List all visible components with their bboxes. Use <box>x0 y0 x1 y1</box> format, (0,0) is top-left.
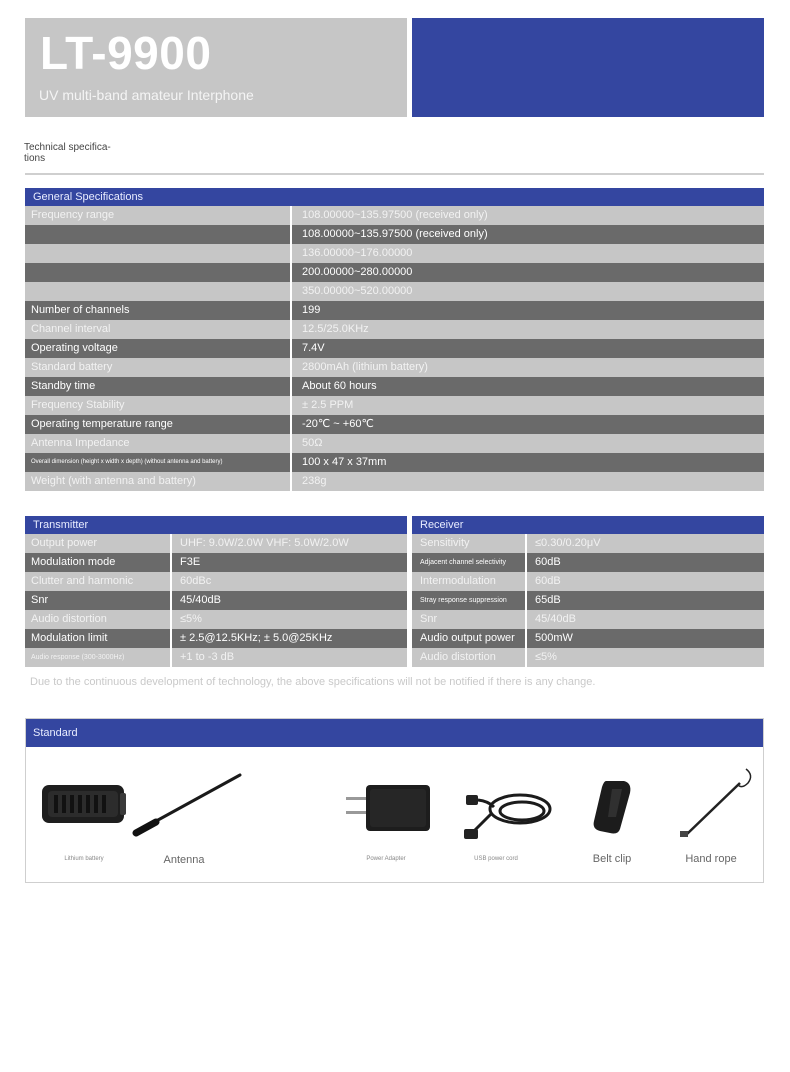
transmitter-spec-label: Audio response (300-3000Hz) <box>25 648 170 667</box>
general-spec-value: About 60 hours <box>292 377 764 396</box>
transmitter-spec-row <box>25 591 407 610</box>
transmitter-spec-label: Output power <box>25 534 170 553</box>
general-spec-label: Operating voltage <box>25 339 290 358</box>
accessory-label-power-adapter: Power Adapter <box>366 856 406 862</box>
accessory-label-hand-rope: Hand rope <box>685 853 737 865</box>
receiver-spec-value: 45/40dB <box>527 610 764 629</box>
transmitter-spec-label: Clutter and harmonic <box>25 572 170 591</box>
disclaimer-note: Due to the continuous development of technology, the above specifications will not be notified if there is any change. <box>30 676 596 688</box>
receiver-title: Receiver <box>412 516 764 534</box>
general-spec-row <box>25 339 764 358</box>
general-spec-value: 7.4V <box>292 339 764 358</box>
divider <box>25 173 764 175</box>
battery-icon <box>40 781 128 832</box>
receiver-spec-label: Audio distortion <box>412 648 525 667</box>
transmitter-spec-row <box>25 648 407 667</box>
receiver-spec-label: Adjacent channel selectivity <box>412 553 525 572</box>
receiver-spec-row <box>412 553 764 572</box>
general-spec-value: 200.00000~280.00000 <box>292 263 764 282</box>
general-spec-row <box>25 472 764 491</box>
general-spec-label <box>25 244 290 263</box>
general-spec-label: Overall dimension (height x width x depth) (without antenna and battery) <box>25 453 290 472</box>
general-spec-row <box>25 301 764 320</box>
transmitter-spec-row <box>25 553 407 572</box>
receiver-spec-value: 60dB <box>527 553 764 572</box>
transmitter-spec-value: +1 to -3 dB <box>172 648 407 667</box>
receiver-spec-value: 60dB <box>527 572 764 591</box>
receiver-spec-label: Sensitivity <box>412 534 525 553</box>
general-spec-label: Antenna Impedance <box>25 434 290 453</box>
general-spec-value: 100 x 47 x 37mm <box>292 453 764 472</box>
blue-banner <box>412 18 764 117</box>
general-spec-label: Standby time <box>25 377 290 396</box>
general-spec-label: Number of channels <box>25 301 290 320</box>
transmitter-spec-value: ± 2.5@12.5KHz; ± 5.0@25KHz <box>172 629 407 648</box>
general-spec-row <box>25 415 764 434</box>
belt-clip-icon <box>586 777 642 842</box>
accessory-label-belt-clip: Belt clip <box>592 853 632 865</box>
receiver-spec-value: ≤5% <box>527 648 764 667</box>
transmitter-spec-value: F3E <box>172 553 407 572</box>
transmitter-spec-label: Audio distortion <box>25 610 170 629</box>
model-name: LT-9900 <box>40 27 212 79</box>
general-spec-label <box>25 263 290 282</box>
general-spec-row <box>25 434 764 453</box>
antenna-icon <box>132 771 244 844</box>
transmitter-spec-row <box>25 534 407 553</box>
general-spec-row <box>25 358 764 377</box>
transmitter-spec-label: Snr <box>25 591 170 610</box>
general-spec-label <box>25 225 290 244</box>
general-spec-row <box>25 396 764 415</box>
general-specifications-table <box>25 188 764 491</box>
general-spec-row <box>25 225 764 244</box>
accessory-label-battery: Lithium battery <box>64 856 104 862</box>
general-spec-value: 108.00000~135.97500 (received only) <box>292 206 764 225</box>
transmitter-spec-label: Modulation limit <box>25 629 170 648</box>
transmitter-spec-row <box>25 572 407 591</box>
general-spec-value: 350.00000~520.00000 <box>292 282 764 301</box>
receiver-spec-label: Stray response suppression <box>412 591 525 610</box>
receiver-spec-row <box>412 591 764 610</box>
receiver-spec-row <box>412 610 764 629</box>
accessory-label-usb-cord: USB power cord <box>474 856 518 862</box>
standard-accessories-box <box>25 718 764 883</box>
general-spec-value: 50Ω <box>292 434 764 453</box>
spec-heading <box>24 142 134 164</box>
receiver-spec-value: 500mW <box>527 629 764 648</box>
general-spec-label: Frequency range <box>25 206 290 225</box>
general-specifications-title: General Specifications <box>25 188 764 206</box>
general-spec-label: Standard battery <box>25 358 290 377</box>
spec-heading-text: Technical specifica- tions <box>24 142 111 164</box>
title-banner <box>25 18 407 117</box>
receiver-spec-label: Audio output power <box>412 629 525 648</box>
transmitter-table <box>25 516 407 667</box>
general-spec-row <box>25 282 764 301</box>
hand-rope-icon <box>676 765 756 846</box>
receiver-spec-value: ≤0.30/0.20μV <box>527 534 764 553</box>
receiver-spec-value: 65dB <box>527 591 764 610</box>
product-subtitle: UV multi-band amateur Interphone <box>39 87 254 103</box>
general-spec-value: 238g <box>292 472 764 491</box>
general-spec-label: Operating temperature range <box>25 415 290 434</box>
accessory-label-antenna: Antenna <box>163 854 205 866</box>
general-spec-value: -20℃ ~ +60℃ <box>292 415 764 434</box>
receiver-spec-row <box>412 648 764 667</box>
receiver-spec-row <box>412 572 764 591</box>
general-spec-row <box>25 377 764 396</box>
receiver-spec-label: Snr <box>412 610 525 629</box>
general-spec-value: 108.00000~135.97500 (received only) <box>292 225 764 244</box>
transmitter-title: Transmitter <box>25 516 407 534</box>
general-spec-value: 136.00000~176.00000 <box>292 244 764 263</box>
general-spec-label: Frequency Stability <box>25 396 290 415</box>
transmitter-spec-value: 60dBc <box>172 572 407 591</box>
transmitter-spec-label: Modulation mode <box>25 553 170 572</box>
transmitter-spec-row <box>25 610 407 629</box>
transmitter-spec-value: 45/40dB <box>172 591 407 610</box>
general-spec-row <box>25 320 764 339</box>
transmitter-spec-row <box>25 629 407 648</box>
general-spec-label: Weight (with antenna and battery) <box>25 472 290 491</box>
general-spec-row <box>25 244 764 263</box>
general-spec-label: Channel interval <box>25 320 290 339</box>
general-spec-value: 2800mAh (lithium battery) <box>292 358 764 377</box>
receiver-spec-label: Intermodulation <box>412 572 525 591</box>
power-adapter-icon <box>344 783 432 838</box>
general-spec-value: 12.5/25.0KHz <box>292 320 764 339</box>
receiver-spec-row <box>412 534 764 553</box>
general-spec-row <box>25 453 764 472</box>
transmitter-spec-value: ≤5% <box>172 610 407 629</box>
receiver-spec-row <box>412 629 764 648</box>
general-spec-label <box>25 282 290 301</box>
general-spec-value: ± 2.5 PPM <box>292 396 764 415</box>
general-spec-row <box>25 206 764 225</box>
standard-title: Standard <box>26 719 763 747</box>
receiver-table <box>412 516 764 667</box>
transmitter-spec-value: UHF: 9.0W/2.0W VHF: 5.0W/2.0W <box>172 534 407 553</box>
usb-cord-icon <box>462 785 558 850</box>
general-spec-value: 199 <box>292 301 764 320</box>
general-spec-row <box>25 263 764 282</box>
